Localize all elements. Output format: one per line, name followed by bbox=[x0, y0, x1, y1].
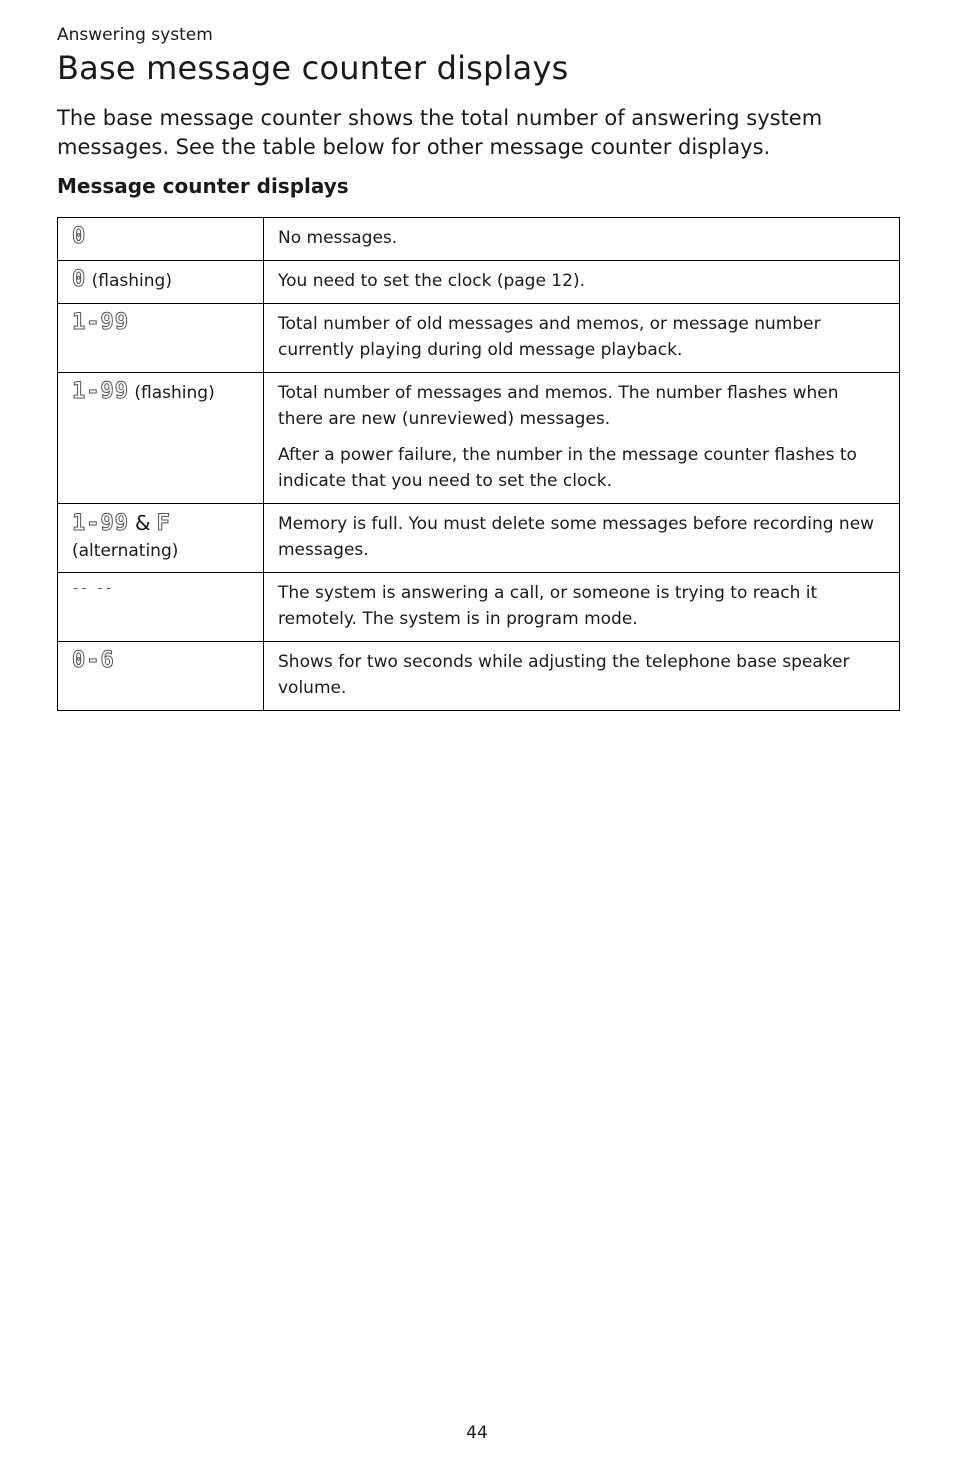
description-cell bbox=[264, 373, 900, 504]
description-text: Memory is full. You must delete some messages before recording new messages. bbox=[278, 514, 875, 560]
display-cell bbox=[58, 642, 264, 711]
lcd-display-value: 1-99 bbox=[72, 511, 129, 536]
lcd-dashes-display: -- -- bbox=[72, 581, 114, 595]
table-row bbox=[58, 373, 900, 504]
lcd-display-value: 0-6 bbox=[72, 648, 115, 673]
display-note: (flashing) bbox=[134, 383, 215, 403]
description-text: Total number of old messages and memos, or message number currently playing during old message playback. bbox=[278, 314, 821, 360]
display-cell bbox=[58, 573, 264, 642]
display-cell bbox=[58, 504, 264, 573]
lcd-display-value-full: F bbox=[156, 511, 171, 536]
table-row bbox=[58, 218, 900, 261]
lcd-display-value: 1-99 bbox=[72, 379, 129, 404]
table-row bbox=[58, 573, 900, 642]
description-cell bbox=[264, 573, 900, 642]
page-title: Base message counter displays bbox=[57, 49, 569, 87]
display-cell bbox=[58, 261, 264, 304]
description-cell bbox=[264, 304, 900, 373]
display-cell bbox=[58, 373, 264, 504]
display-note: (flashing) bbox=[91, 271, 172, 291]
description-cell bbox=[264, 261, 900, 304]
ampersand: & bbox=[134, 511, 151, 535]
description-cell bbox=[264, 642, 900, 711]
page-number: 44 bbox=[466, 1423, 488, 1443]
description-text: After a power failure, the number in the message counter flashes to indicate that you need to set the clock. bbox=[278, 445, 857, 491]
display-cell bbox=[58, 218, 264, 261]
description-cell bbox=[264, 218, 900, 261]
table-row bbox=[58, 642, 900, 711]
section-label: Answering system bbox=[57, 25, 213, 45]
message-counter-table bbox=[57, 217, 900, 711]
table-heading: Message counter displays bbox=[57, 174, 349, 198]
display-note: (alternating) bbox=[72, 541, 179, 561]
description-text: Shows for two seconds while adjusting the telephone base speaker volume. bbox=[278, 652, 850, 698]
description-text: The system is answering a call, or someone is trying to reach it remotely. The system is in program mode. bbox=[278, 583, 818, 629]
intro-paragraph: The base message counter shows the total number of answering system messages. See the table below for other message counter displays. bbox=[57, 106, 823, 159]
description-text: No messages. bbox=[278, 228, 398, 248]
description-text: Total number of messages and memos. The number flashes when there are new (unreviewed) messages. bbox=[278, 383, 839, 429]
table-row bbox=[58, 261, 900, 304]
table-row bbox=[58, 304, 900, 373]
lcd-display-value: 1-99 bbox=[72, 310, 129, 335]
display-cell bbox=[58, 304, 264, 373]
description-text: You need to set the clock (page 12). bbox=[278, 271, 585, 291]
lcd-display-value: 0 bbox=[72, 267, 87, 292]
description-cell bbox=[264, 504, 900, 573]
lcd-display-value: 0 bbox=[72, 224, 87, 249]
table-row bbox=[58, 504, 900, 573]
